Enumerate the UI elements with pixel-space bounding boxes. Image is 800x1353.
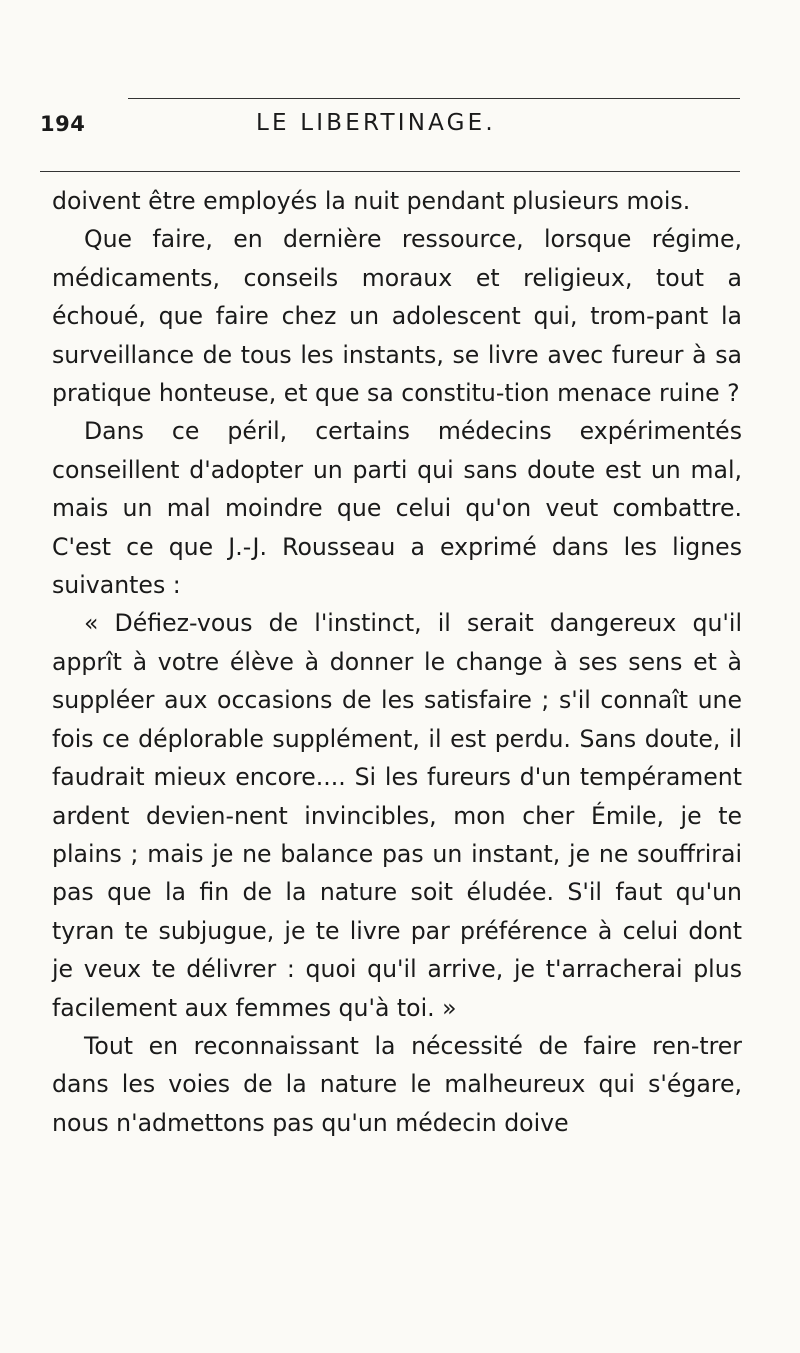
body-text (52, 182, 742, 1142)
header-bottom-rule (40, 171, 740, 172)
header-top-rule (128, 98, 740, 99)
running-head: LE LIBERTINAGE. (256, 110, 496, 136)
paragraph: Dans ce péril, certains médecins expérimentés conseillent d'adopter un parti qui sans doute est un mal, mais un mal moindre que celui qu'on veut combattre. C'est ce que J.-J. Rousseau a exprimé dans les lignes suivantes : (52, 417, 742, 600)
paragraph: Tout en reconnaissant la nécessité de faire ren-trer dans les voies de la nature le malheureux qui s'égare, nous n'admettons pas qu'un médecin doive (52, 1031, 742, 1137)
page-number: 194 (40, 112, 86, 136)
quotation-paragraph: « Défiez-vous de l'instinct, il serait dangereux qu'il apprît à votre élève à donner le change à ses sens et à suppléer aux occasions de les satisfaire ; s'il connaît une fois ce déplorable supplément, il est perdu. Sans doute, il faudrait mieux encore.... Si les fureurs d'un tempérament ardent devien-nent invincibles, mon cher Émile, je te plains ; mais je ne balance pas un instant, je ne souffrirai pas que la fin de la nature soit éludée. S'il faut qu'un tyran te subjugue, je te livre par préférence à celui dont je veux te délivrer : quoi qu'il arrive, je t'arracherai plus facilement aux femmes qu'à toi. » (52, 609, 742, 1022)
paragraph: Que faire, en dernière ressource, lorsque régime, médicaments, conseils moraux et religieux, tout a échoué, que faire chez un adolescent qui, trom-pant la surveillance de tous les instants, se livre avec fureur à sa pratique honteuse, et que sa constitu-tion menace ruine ? (52, 225, 742, 408)
paragraph-continuation: doivent être employés la nuit pendant plusieurs mois. (52, 187, 691, 215)
page-header (40, 108, 740, 144)
